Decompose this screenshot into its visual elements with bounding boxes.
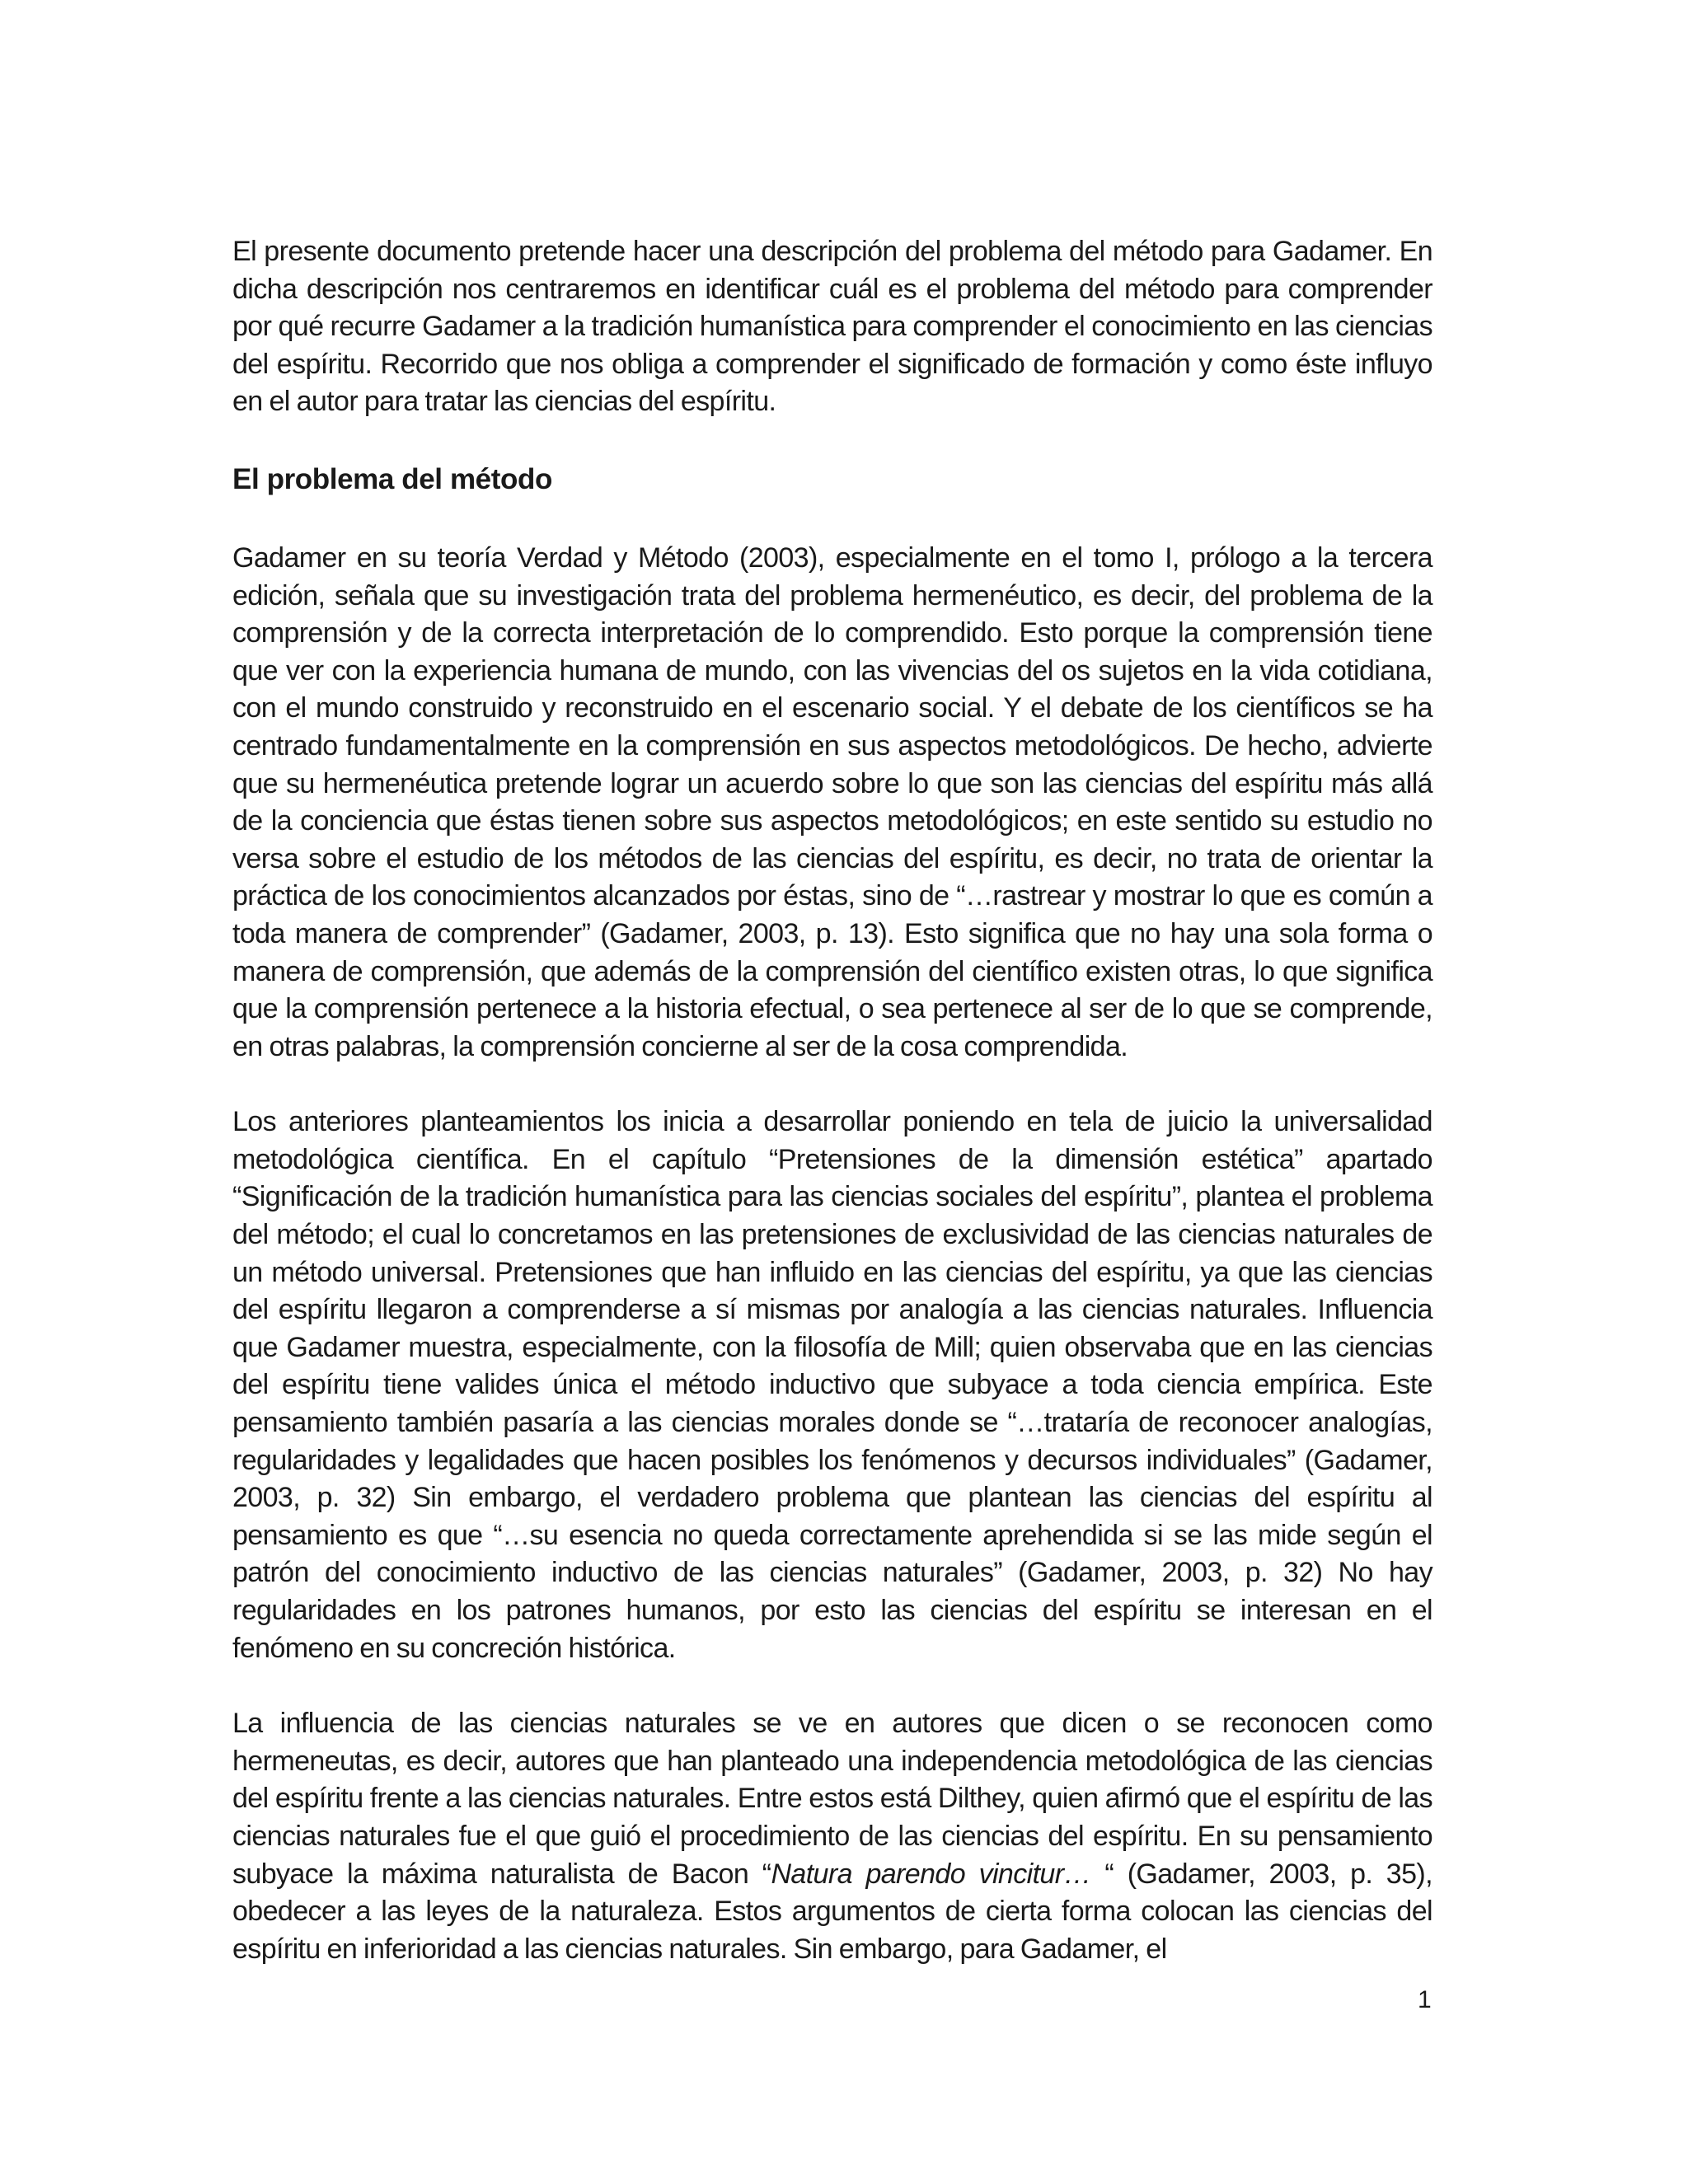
body-paragraph-2: Los anteriores planteamientos los inicia a desarrollar poniendo en tela de juicio la universalidad metodológica científica. En el capítulo “Pretensiones de la dimensión estética” apartado “Significación de la tradición humanística para las ciencias sociales del espíritu”, plantea el problema del método; el cual lo concretamos en las pretensiones de exclusividad de las ciencias naturales de un método universal. Pretensiones que han influido en las ciencias del espíritu, ya que las ciencias del espíritu llegaron a comprenderse a sí mismas por analogía a las ciencias naturales. Influencia que Gadamer muestra, especialmente, con la filosofía de Mill; quien observaba que en las ciencias del espíritu tiene valides única el método inductivo que subyace a toda ciencia empírica. Este pensamiento también pasaría a las ciencias morales donde se “…trataría de reconocer analogías, regularidades y legalidades que hacen posibles los fenómenos y decursos individuales” (Gadamer, 2003, p. 32) Sin embargo, el verdadero problema que plantean las ciencias del espíritu al pensamiento es que “…su esencia no queda correctamente aprehendida si se las mide según el patrón del conocimiento inductivo de las ciencias naturales” (Gadamer, 2003, p. 32) No hay regularidades en los patrones humanos, por esto las ciencias del espíritu se interesan en el fenómeno en su concreción histórica. bbox=[232, 1106, 1432, 1664]
paragraph-3-text-start: La influencia de las ciencias naturales se ve en autores que dicen o se reconocen como hermeneutas, es decir, autores que han planteado una independencia metodológica de las ciencias del espíritu frente a las ciencias naturales. Entre estos está Dilthey, quien afirmó que el espíritu de las ciencias naturales fue el que guió el procedimiento de las ciencias del espíritu. En su pensamiento subyace la máxima naturalista de Bacon “ bbox=[232, 1708, 1432, 1890]
page-content bbox=[232, 233, 1432, 1968]
body-paragraph-1: Gadamer en su teoría Verdad y Método (2003), especialmente en el tomo I, prólogo a la tercera edición, señala que su investigación trata del problema hermenéutico, es decir, del problema de la comprensión y de la correcta interpretación de lo comprendido. Esto porque la comprensión tiene que ver con la experiencia humana de mundo, con las vivencias del os sujetos en la vida cotidiana, con el mundo construido y reconstruido en el escenario social. Y el debate de los científicos se ha centrado fundamentalmente en la comprensión en sus aspectos metodológicos. De hecho, advierte que su hermenéutica pretende lograr un acuerdo sobre lo que son las ciencias del espíritu más allá de la conciencia que éstas tienen sobre sus aspectos metodológicos; en este sentido su estudio no versa sobre el estudio de los métodos de las ciencias del espíritu, es decir, no trata de orientar la práctica de los conocimientos alcanzados por éstas, sino de “…rastrear y mostrar lo que es común a toda manera de comprender” (Gadamer, 2003, p. 13). Esto significa que no hay una sola forma o manera de comprensión, que además de la comprensión del científico existen otras, lo que significa que la comprensión pertenece a la historia efectual, o sea pertenece al ser de lo que se comprende, en otras palabras, la comprensión concierne al ser de la cosa comprendida. bbox=[232, 541, 1432, 1062]
latin-quote: Natura parendo vincitur… bbox=[771, 1858, 1091, 1890]
intro-paragraph: El presente documento pretende hacer una descripción del problema del método para Gadamer. En dicha descripción nos centraremos en identificar cuál es el problema del método para comprender por qué recurre Gadamer a la tradición humanística para comprender el conocimiento en las ciencias del espíritu. Recorrido que nos obliga a comprender el significado de formación y como éste influyo en el autor para tratar las ciencias del espíritu. bbox=[232, 236, 1432, 418]
paragraph-3-text-end: “ (Gadamer, 2003, p. 35), obedecer a las leyes de la naturaleza. Estos argumentos de cierta forma colocan las ciencias del espíritu en inferioridad a las ciencias naturales. Sin embargo, para Gadamer, el bbox=[232, 1858, 1432, 1965]
section-heading: El problema del método bbox=[232, 462, 552, 495]
page-number: 1 bbox=[1418, 1986, 1432, 2013]
body-paragraph-3 bbox=[232, 1705, 1432, 1968]
